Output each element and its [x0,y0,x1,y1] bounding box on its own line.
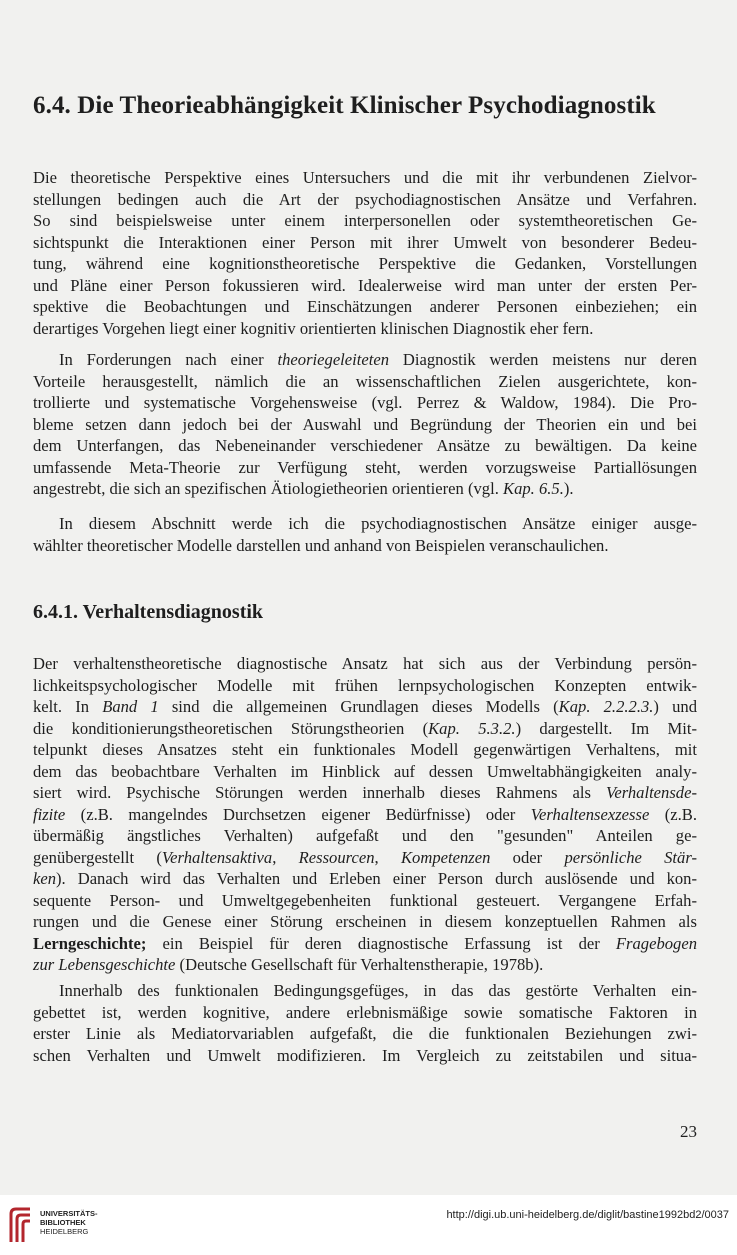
text-line: stellungen bedingen auch die Art der psychodiagnostischen Ansätze und Verfahren. [33,189,697,209]
text-line: bleme setzen dann jedoch bei der Auswahl und Begründung der Theorien ein und bei [33,414,697,434]
text-line: dem das beobachtbare Verhalten im Hinblick auf dessen Umweltabhängigkeiten analy- [33,761,697,781]
university-library-logo-icon [8,1206,34,1244]
text-line: lichkeitspsychologischer Modelle mit frühen lernpsychologischen Konzepten entwik- [33,675,697,695]
text-line: derartiges Vorgehen liegt einer kognitiv orientierten klinischen Diagnostik eher fern. [33,318,594,338]
paragraph-2 [33,349,697,500]
text-line: Vorteile herausgestellt, nämlich die an wissenschaftlichen Zielen ausgerichtete, kon- [33,371,697,391]
footer-bar [0,1195,737,1255]
text-line: dem Unterfangen, das Nebeneinander verschiedener Ansätze zu bewältigen. Da keine [33,436,697,455]
text-line: Innerhalb des funktionalen Bedingungsgefüges, in das das gestörte Verhalten ein- [59,981,697,1000]
text-line: tung, während eine kognitionstheoretische Perspektive die Gedanken, Vorstellungen [33,254,697,273]
paragraph-1 [33,167,697,339]
section-heading: 6.4. Die Theorieabhängigkeit Klinischer Psychodiagnostik [33,92,656,119]
text-line: übermäßig ängstliches Verhalten) aufgefaßt und den "gesunden" Anteilen ge- [33,826,697,845]
text-line: sequente Person- und Umweltgegebenheiten funktional gesteuert. Vergangene Erfah- [33,890,697,910]
paragraph-5 [33,980,697,1066]
paragraph-4 [33,653,697,976]
text-line: zur Lebensgeschichte (Deutsche Gesellschaft für Verhaltenstherapie, 1978b). [33,955,544,974]
page-number: 23 [680,1122,697,1141]
text-line: Die theoretische Perspektive eines Untersuchers und die mit ihr verbundenen Zielvor- [33,168,697,187]
text-line: und Pläne einer Person fokussieren wird. Idealerweise wird man unter der ersten Per- [33,275,697,295]
text-line: die konditionierungstheoretischen Störungstheorien (Kap. 5.3.2.) dargestellt. Im Mit- [33,718,697,738]
text-line: umfassende Meta-Theorie zur Verfügung steht, werden vorzugsweise Partiallösungen [33,457,697,477]
text-line: wählter theoretischer Modelle darstellen und anhand von Beispielen veranschaulichen. [33,535,609,555]
text-line: rungen und die Genese einer Störung erscheinen in diesem konzeptuellen Rahmen als [33,912,697,931]
library-name-line-3: HEIDELBERG [40,1227,89,1236]
text-line: spektive die Beobachtungen und Einschätzungen anderer Personen einbeziehen; ein [33,297,697,316]
text-line: sichtspunkt die Interaktionen einer Person mit ihrer Umwelt von besonderer Bedeu- [33,232,697,252]
text-line: trollierte und systematische Vorgehensweise (vgl. Perrez & Waldow, 1984). Die Pro- [33,393,697,412]
text-line: So sind beispielsweise unter einem interpersonellen oder systemtheoretischen Ge- [33,211,697,230]
text-line: In Forderungen nach einer theoriegeleiteten Diagnostik werden meistens nur deren [59,350,697,369]
text-line: Der verhaltenstheoretische diagnostische Ansatz hat sich aus der Verbindung persön- [33,654,697,673]
text-line: siert wird. Psychische Störungen werden innerhalb dieses Rahmens als Verhaltensde- [33,783,697,802]
text-line: telpunkt dieses Ansatzes steht ein funktionales Modell gegenwärtigen Verhaltens, mit [33,740,697,759]
text-line: erster Linie als Mediatorvariablen aufgefaßt, die die funktionalen Beziehungen zwi- [33,1024,697,1043]
text-line: genübergestellt (Verhaltensaktiva, Ressourcen, Kompetenzen oder persönliche Stär- [33,847,697,867]
library-name-line-2: BIBLIOTHEK [40,1218,86,1227]
subsection-heading: 6.4.1. Verhaltensdiagnostik [33,601,264,623]
text-line: fizite (z.B. mangelndes Durchsetzen eigener Bedürfnisse) oder Verhaltensexzesse (z.B. [33,804,697,824]
library-name-line-1: UNIVERSITÄTS- [40,1209,98,1218]
text-line: angestrebt, die sich an spezifischen Ätiologietheorien orientieren (vgl. Kap. 6.5.). [33,479,574,498]
text-line: schen Verhalten und Umwelt modifizieren. Im Vergleich zu zeitstabilen und situa- [33,1045,697,1065]
text-line: kelt. In Band 1 sind die allgemeinen Grundlagen dieses Modells (Kap. 2.2.2.3.) und [33,697,697,716]
text-line: ken). Danach wird das Verhalten und Erleben einer Person durch auslösende und kon- [33,869,697,888]
text-line: gebettet ist, werden kognitive, andere erlebnismäßige sowie somatische Faktoren in [33,1002,697,1022]
permalink-url[interactable]: http://digi.ub.uni-heidelberg.de/diglit/bastine1992bd2/0037 [446,1209,729,1221]
text-line: In diesem Abschnitt werde ich die psychodiagnostischen Ansätze einiger ausge- [59,514,697,533]
library-name [40,1209,98,1236]
text-line: Lerngeschichte; ein Beispiel für deren diagnostische Erfassung ist der Fragebogen [33,933,697,953]
paragraph-3 [33,513,697,556]
